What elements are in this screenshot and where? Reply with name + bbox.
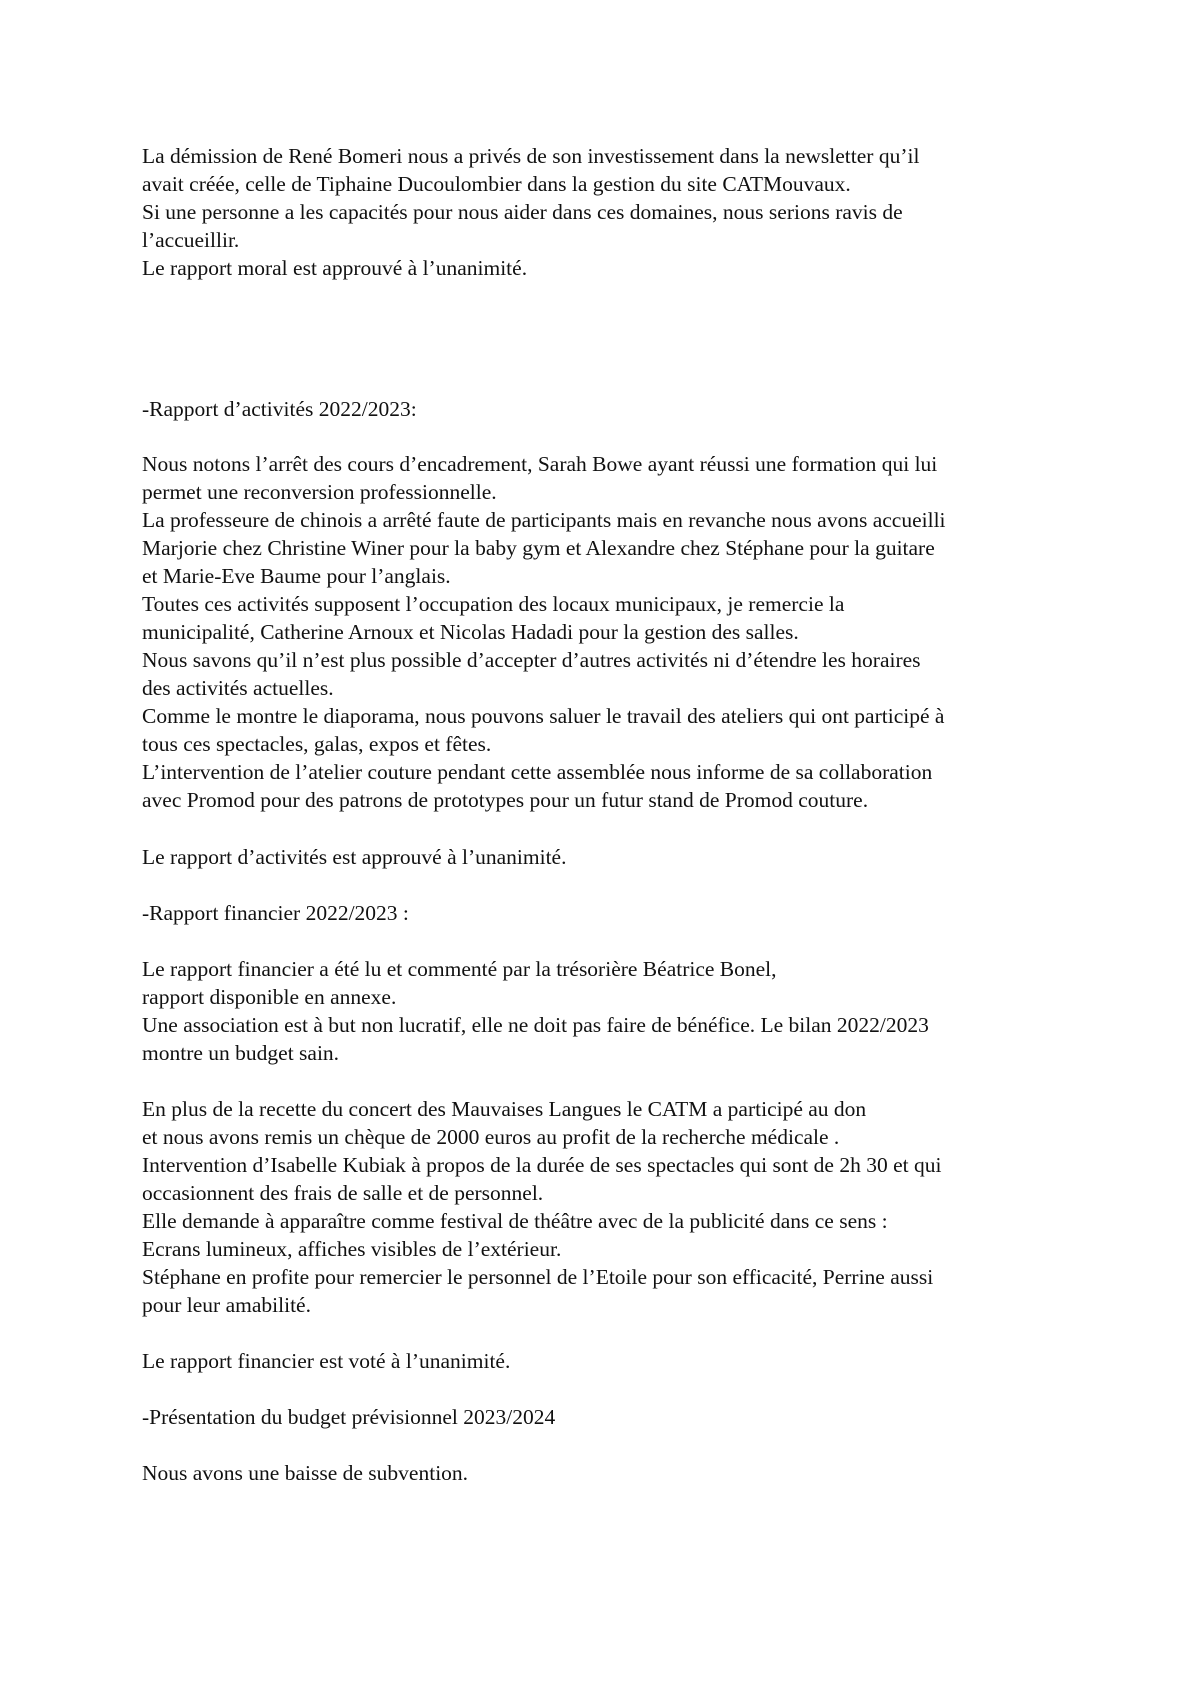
heading-budget-previsionnel: -Présentation du budget prévisionnel 2023/2024 bbox=[142, 1405, 556, 1429]
paragraph-baisse-subvention: Nous avons une baisse de subvention. bbox=[142, 1461, 469, 1485]
heading-rapport-activites: -Rapport d’activités 2022/2023: bbox=[142, 397, 417, 421]
paragraph-financier-vote: Le rapport financier est voté à l’unanimité. bbox=[142, 1349, 511, 1373]
paragraph-activites-approuve: Le rapport d’activités est approuvé à l’unanimité. bbox=[142, 845, 567, 869]
paragraph-financier: Le rapport financier a été lu et commenté par la trésorière Béatrice Bonel, rapport disponible en annexe. Une association est à but non lucratif, elle ne doit pas faire de bénéfice. Le bilan 2022/2023 montre un budget sain. bbox=[142, 957, 929, 1065]
paragraph-rapport-moral: La démission de René Bomeri nous a privés de son investissement dans la newsletter qu’il avait créée, celle de Tiphaine Ducoulombier dans la gestion du site CATMouvaux. Si une personne a les capacités pour nous aider dans ces domaines, nous serions ravis de l’accueillir. Le rapport moral est approuvé à l’unanimité. bbox=[142, 144, 920, 280]
heading-rapport-financier: -Rapport financier 2022/2023 : bbox=[142, 901, 409, 925]
paragraph-concert-don: En plus de la recette du concert des Mauvaises Langues le CATM a participé au don et nous avons remis un chèque de 2000 euros au profit de la recherche médicale . Intervention d’Isabelle Kubiak à propos de la durée de ses spectacles qui sont de 2h 30 et qui occasionnent des frais de salle et de personnel. Elle demande à apparaître comme festival de théâtre avec de la publicité dans ce sens : Ecrans lumineux, affiches visibles de l’extérieur. Stéphane en profite pour remercier le personnel de l’Etoile pour son efficacité, Perrine aussi pour leur amabilité. bbox=[142, 1097, 942, 1317]
paragraph-activites: Nous notons l’arrêt des cours d’encadrement, Sarah Bowe ayant réussi une formation qui lui permet une reconversion professionnelle. La professeure de chinois a arrêté faute de participants mais en revanche nous avons accueilli Marjorie chez Christine Winer pour la baby gym et Alexandre chez Stéphane pour la guitare et Marie-Eve Baume pour l’anglais. Toutes ces activités supposent l’occupation des locaux municipaux, je remercie la municipalité, Catherine Arnoux et Nicolas Hadadi pour la gestion des salles. Nous savons qu’il n’est plus possible d’accepter d’autres activités ni d’étendre les horaires des activités actuelles. Comme le montre le diaporama, nous pouvons saluer le travail des ateliers qui ont participé à tous ces spectacles, galas, expos et fêtes. L’intervention de l’atelier couture pendant cette assemblée nous informe de sa collaboration avec Promod pour des patrons de prototypes pour un futur stand de Promod couture. bbox=[142, 452, 946, 812]
